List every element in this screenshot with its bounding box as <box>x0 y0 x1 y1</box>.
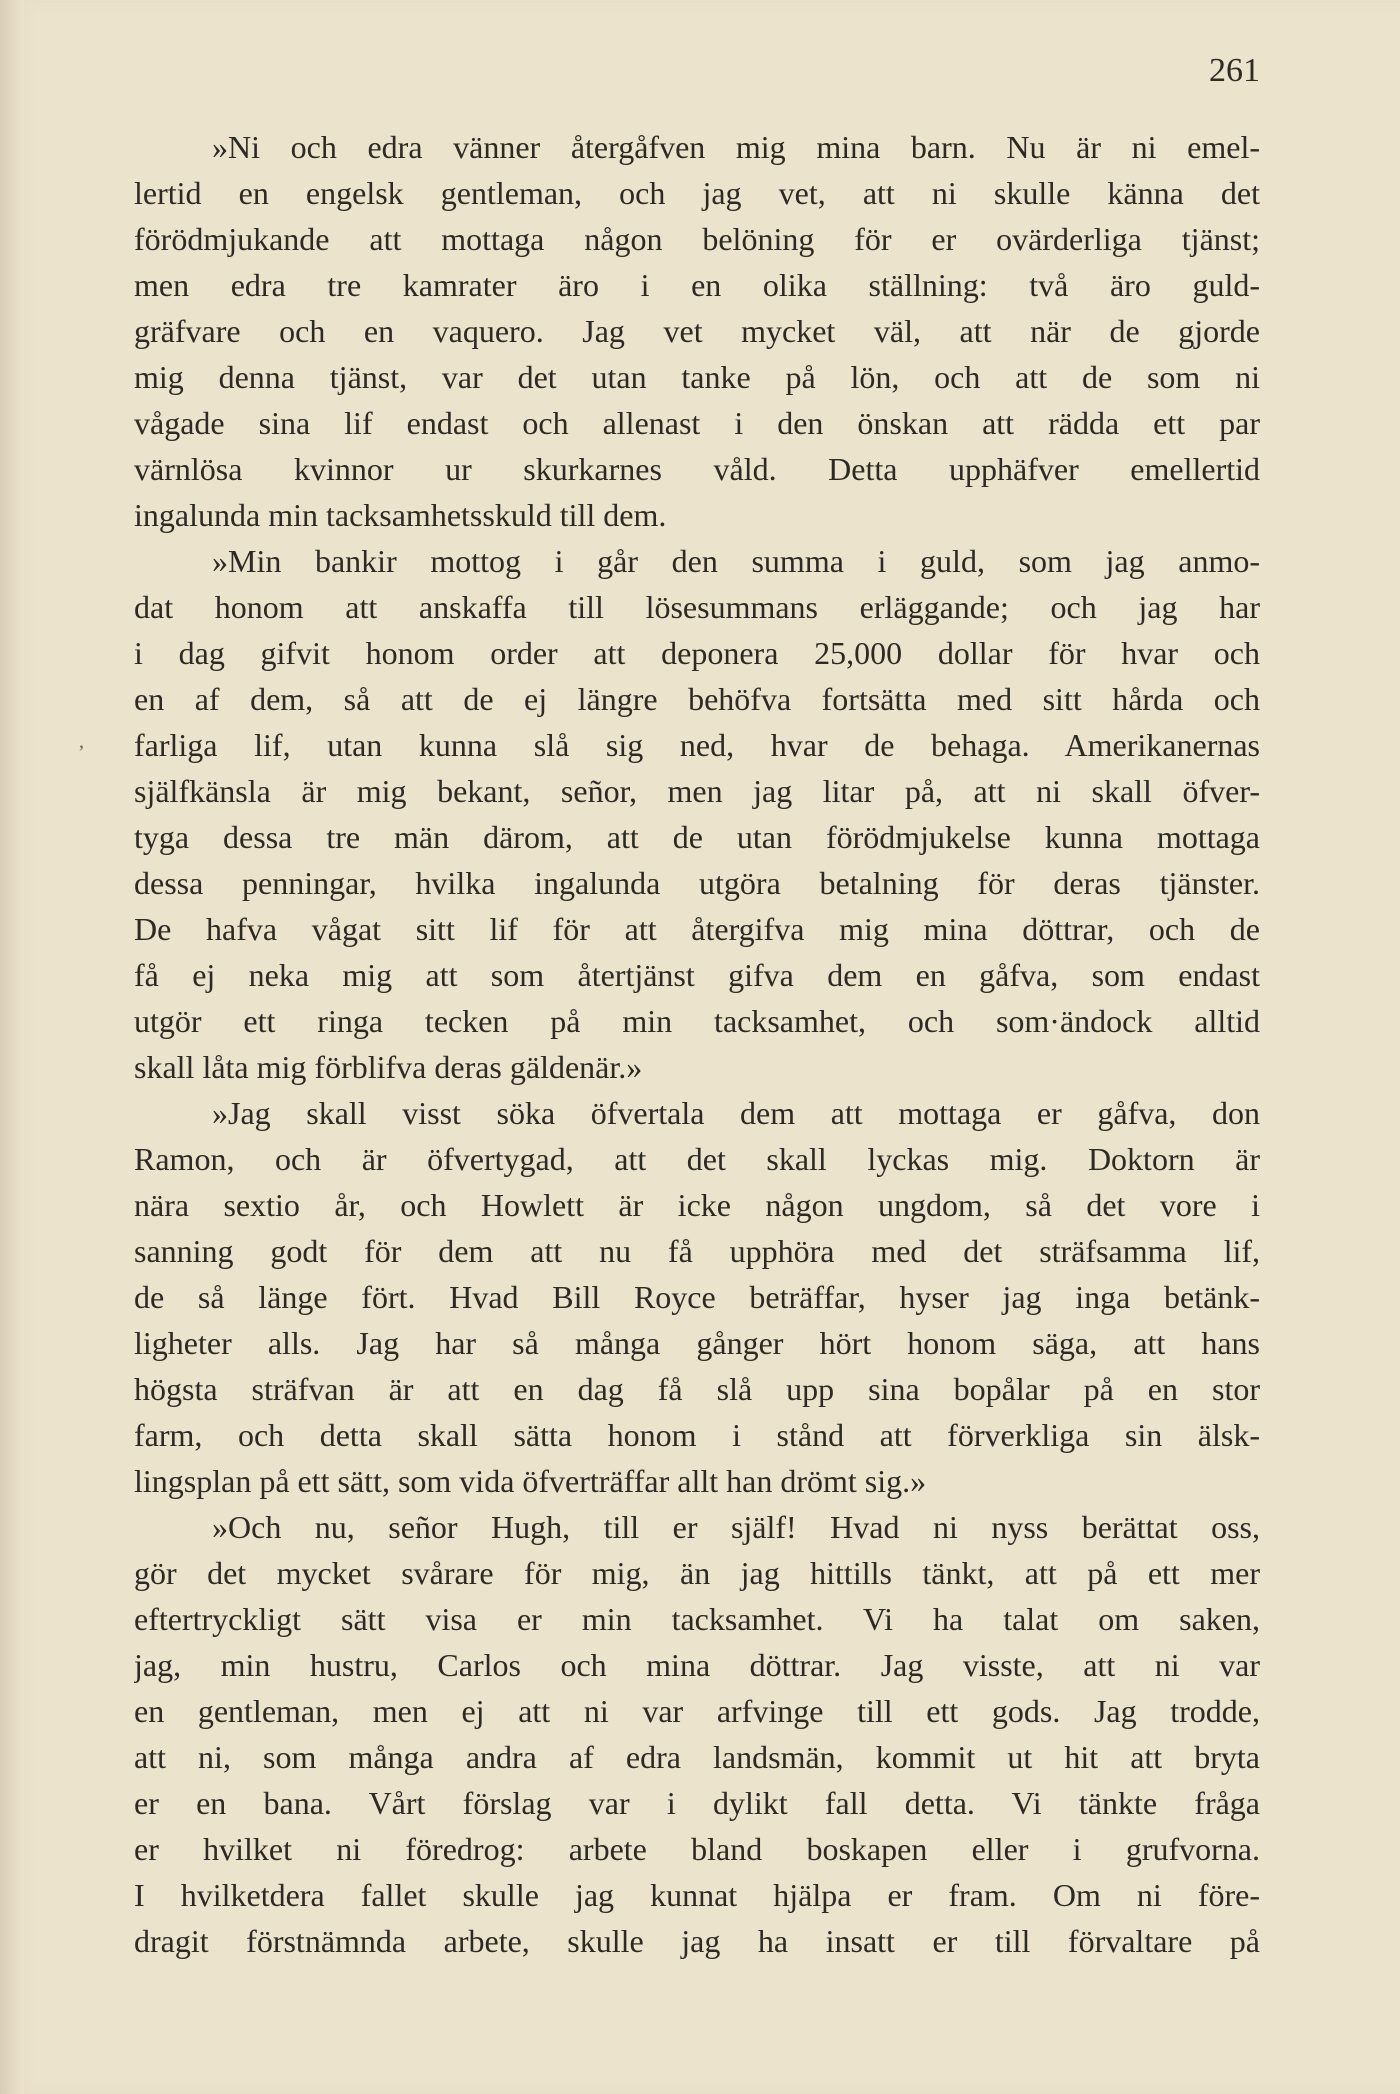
text-line: jag, min hustru, Carlos och mina döttrar. Jag visste, att ni var <box>134 1647 1260 1683</box>
page-binding-edge <box>0 0 24 2094</box>
text-line: dessa penningar, hvilka ingalunda utgöra betalning för deras tjänster. <box>134 865 1260 901</box>
text-line: lertid en engelsk gentleman, och jag vet, att ni skulle känna det <box>134 175 1260 211</box>
text-line: skall låta mig förblifva deras gäldenär.» <box>134 1049 643 1085</box>
text-line: utgör ett ringa tecken på min tacksamhet, och som·ändock alltid <box>134 1003 1260 1039</box>
text-line: en gentleman, men ej att ni var arfvinge till ett gods. Jag trodde, <box>134 1693 1260 1729</box>
text-line: De hafva vågat sitt lif för att återgifva mig mina döttrar, och de <box>134 911 1260 947</box>
margin-mark: ʼ <box>78 742 85 764</box>
text-line: Ramon, och är öfvertygad, att det skall lyckas mig. Doktorn är <box>134 1141 1260 1177</box>
text-line: ingalunda min tacksamhetsskuld till dem. <box>134 497 667 533</box>
text-line: eftertryckligt sätt visa er min tacksamhet. Vi ha talat om saken, <box>134 1601 1260 1637</box>
text-line: själfkänsla är mig bekant, señor, men jag litar på, att ni skall öfver- <box>134 773 1260 809</box>
text-line: tyga dessa tre män därom, att de utan förödmjukelse kunna mottaga <box>134 819 1260 855</box>
text-line: få ej neka mig att som återtjänst gifva dem en gåfva, som endast <box>134 957 1260 993</box>
text-line: gör det mycket svårare för mig, än jag hittills tänkt, att på ett mer <box>134 1555 1260 1591</box>
text-line: sanning godt för dem att nu få upphöra med det sträfsamma lif, <box>134 1233 1260 1269</box>
text-line: att ni, som många andra af edra landsmän, kommit ut hit att bryta <box>134 1739 1260 1775</box>
text-line: i dag gifvit honom order att deponera 25,000 dollar för hvar och <box>134 635 1260 671</box>
text-line: farm, och detta skall sätta honom i stånd att förverkliga sin älsk- <box>134 1417 1260 1453</box>
text-line: farliga lif, utan kunna slå sig ned, hvar de behaga. Amerikanernas <box>134 727 1260 763</box>
text-line: »Ni och edra vänner återgåfven mig mina barn. Nu är ni emel- <box>212 129 1260 165</box>
text-line: nära sextio år, och Howlett är icke någon ungdom, så det vore i <box>134 1187 1260 1223</box>
text-line: dragit förstnämnda arbete, skulle jag ha insatt er till förvaltare på <box>134 1923 1260 1959</box>
page-number: 261 <box>1209 52 1260 89</box>
text-line: vågade sina lif endast och allenast i den önskan att rädda ett par <box>134 405 1260 441</box>
text-line: »Min bankir mottog i går den summa i guld, som jag anmo- <box>212 543 1260 579</box>
text-line: I hvilketdera fallet skulle jag kunnat hjälpa er fram. Om ni före- <box>134 1877 1260 1913</box>
text-line: er en bana. Vårt förslag var i dylikt fall detta. Vi tänkte fråga <box>134 1785 1260 1821</box>
text-line: men edra tre kamrater äro i en olika ställning: två äro guld- <box>134 267 1260 303</box>
text-line: gräfvare och en vaquero. Jag vet mycket väl, att när de gjorde <box>134 313 1260 349</box>
body-text <box>134 124 1260 1964</box>
text-line: »Och nu, señor Hugh, till er själf! Hvad ni nyss berättat oss, <box>212 1509 1260 1545</box>
text-line: lingsplan på ett sätt, som vida öfverträffar allt han drömt sig.» <box>134 1463 927 1499</box>
text-line: värnlösa kvinnor ur skurkarnes våld. Detta upphäfver emellertid <box>134 451 1260 487</box>
text-line: »Jag skall visst söka öfvertala dem att mottaga er gåfva, don <box>212 1095 1260 1131</box>
text-line: högsta sträfvan är att en dag få slå upp sina bopålar på en stor <box>134 1371 1260 1407</box>
text-line: en af dem, så att de ej längre behöfva fortsätta med sitt hårda och <box>134 681 1260 717</box>
text-line: förödmjukande att mottaga någon belöning för er ovärderliga tjänst; <box>134 221 1260 257</box>
text-line: mig denna tjänst, var det utan tanke på lön, och att de som ni <box>134 359 1260 395</box>
text-line: de så länge fört. Hvad Bill Royce beträffar, hyser jag inga betänk- <box>134 1279 1260 1315</box>
text-line: dat honom att anskaffa till lösesummans erläggande; och jag har <box>134 589 1260 625</box>
text-line: er hvilket ni föredrog: arbete bland boskapen eller i grufvorna. <box>134 1831 1260 1867</box>
text-line: ligheter alls. Jag har så många gånger hört honom säga, att hans <box>134 1325 1260 1361</box>
